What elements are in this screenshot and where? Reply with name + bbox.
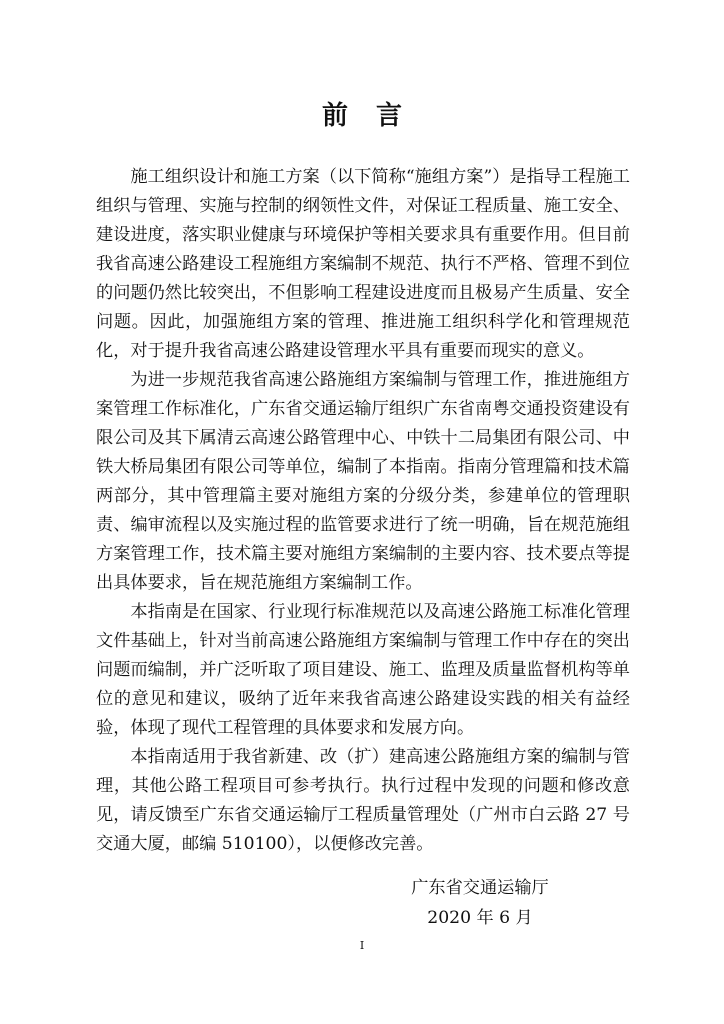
preface-body xyxy=(96,163,630,859)
page-title xyxy=(0,95,724,132)
signature-date: 2020 年 6 月 xyxy=(427,908,533,928)
signature-organization: 广东省交通运输厅 xyxy=(411,878,549,898)
page-number: I xyxy=(359,939,365,952)
title-char-1: 前 xyxy=(321,101,348,131)
paragraph: 本指南适用于我省新建、改（扩）建高速公路施组方案的编制与管理，其他公路工程项目可参考执行。执行过程中发现的问题和修改意见，请反馈至广东省交通运输厅工程质量管理处（广州市白云路 27 号交通大厦，邮编 510100），以便修改完善。 xyxy=(96,747,630,854)
paragraph: 施工组织设计和施工方案（以下简称“施组方案”）是指导工程施工组织与管理、实施与控制的纲领性文件，对保证工程质量、施工安全、建设进度，落实职业健康与环境保护等相关要求具有重要作用。但目前我省高速公路建设工程施组方案编制不规范、执行不严格、管理不到位的问题仍然比较突出，不但影响工程建设进度而且极易产生质量、安全问题。因此，加强施组方案的管理、推进施工组织科学化和管理规范化，对于提升我省高速公路建设管理水平具有重要而现实的意义。 xyxy=(96,167,630,361)
paragraph: 为进一步规范我省高速公路施组方案编制与管理工作，推进施组方案管理工作标准化，广东省交通运输厅组织广东省南粤交通投资建设有限公司及其下属清云高速公路管理中心、中铁十二局集团有限公司、中铁大桥局集团有限公司等单位，编制了本指南。指南分管理篇和技术篇两部分，其中管理篇主要对施组方案的分级分类，参建单位的管理职责、编审流程以及实施过程的监管要求进行了统一明确，旨在规范施组方案管理工作，技术篇主要对施组方案编制的主要内容、技术要点等提出具体要求，旨在规范施组方案编制工作。 xyxy=(96,370,630,593)
paragraph: 本指南是在国家、行业现行标准规范以及高速公路施工标准化管理文件基础上，针对当前高速公路施组方案编制与管理工作中存在的突出问题而编制，并广泛听取了项目建设、施工、监理及质量监督机构等单位的意见和建议，吸纳了近年来我省高速公路建设实践的相关有益经验，体现了现代工程管理的具体要求和发展方向。 xyxy=(96,602,630,738)
title-char-2: 言 xyxy=(376,101,403,131)
